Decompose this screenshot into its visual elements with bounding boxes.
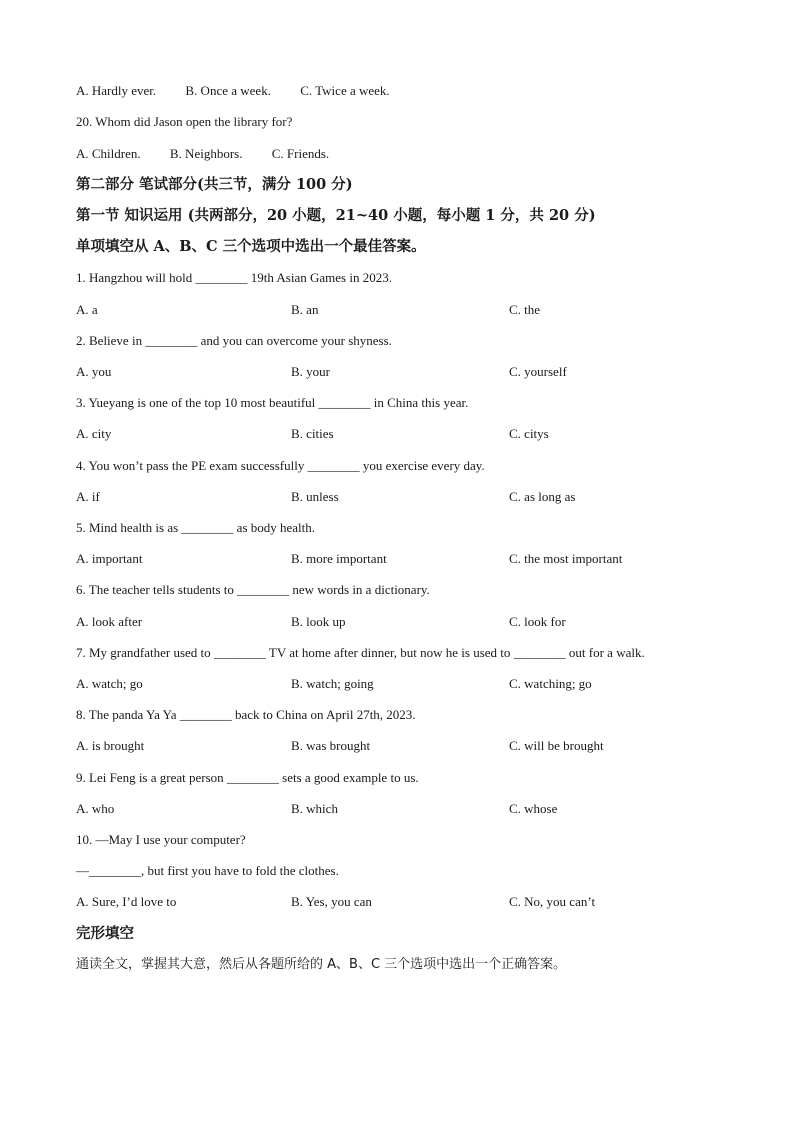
option-b: B. an <box>291 302 319 317</box>
option-a: A. important <box>76 551 143 566</box>
option-a: A. Children. <box>76 146 141 161</box>
option-c: C. look for <box>509 614 566 629</box>
cloze-instruction: 通读全文，掌握其大意，然后从各题所给的 A、B、C 三个选项中选出一个正确答案。 <box>76 957 567 972</box>
question-stem: 2. Believe in ________ and you can overcome your shyness. <box>76 333 392 348</box>
question-stem-reply: —________, but first you have to fold the clothes. <box>76 863 339 878</box>
cloze-heading: 完形填空 <box>76 925 134 942</box>
option-a: A. watch; go <box>76 676 143 691</box>
question-stem: 3. Yueyang is one of the top 10 most beautiful ________ in China this year. <box>76 395 469 410</box>
option-a: A. look after <box>76 614 143 629</box>
question-options <box>76 613 776 631</box>
option-c: C. as long as <box>509 489 576 504</box>
option-b: B. which <box>291 801 338 816</box>
question-options <box>76 425 776 443</box>
question-stem: 5. Mind health is as ________ as body health. <box>76 520 316 535</box>
option-a: A. if <box>76 489 100 504</box>
option-b: B. watch; going <box>291 676 374 691</box>
option-c: C. will be brought <box>509 738 604 753</box>
question-options <box>76 488 776 506</box>
option-c: C. Twice a week. <box>300 83 390 98</box>
option-c: C. whose <box>509 801 558 816</box>
option-b: B. Neighbors. <box>169 146 243 161</box>
option-c: C. yourself <box>509 364 567 379</box>
question-stem: 10. —May I use your computer? <box>76 832 246 847</box>
question-options <box>76 301 776 319</box>
question-options <box>76 800 776 818</box>
option-a: A. Sure, I’d love to <box>76 894 177 909</box>
part2-title: 第二部分 笔试部分(共三节，满分 100 分) <box>76 176 353 193</box>
single-choice-heading: 单项填空从 A、B、C 三个选项中选出一个最佳答案。 <box>76 238 426 255</box>
option-b: B. more important <box>291 551 387 566</box>
option-a: A. who <box>76 801 115 816</box>
question-options <box>76 675 776 693</box>
option-b: B. unless <box>291 489 339 504</box>
question-options <box>76 893 776 911</box>
question-stem: 7. My grandfather used to ________ TV at home after dinner, but now he is used to ________ out for a walk. <box>76 645 645 660</box>
option-c: C. No, you can’t <box>509 894 596 909</box>
option-c: C. citys <box>509 426 549 441</box>
option-b: B. your <box>291 364 330 379</box>
question-20: 20. Whom did Jason open the library for? <box>76 114 293 129</box>
question-stem: 9. Lei Feng is a great person ________ sets a good example to us. <box>76 770 419 785</box>
option-a: A. is brought <box>76 738 145 753</box>
question-stem: 6. The teacher tells students to ________ new words in a dictionary. <box>76 582 430 597</box>
option-b: B. was brought <box>291 738 371 753</box>
question-options <box>76 550 776 568</box>
option-a: A. you <box>76 364 112 379</box>
section1-title: 第一节 知识运用 (共两部分，20 小题，21~40 小题，每小题 1 分，共 20 分) <box>76 207 596 224</box>
option-c: C. Friends. <box>271 146 330 161</box>
question-stem: 8. The panda Ya Ya ________ back to China on April 27th, 2023. <box>76 707 416 722</box>
option-a: A. a <box>76 302 98 317</box>
option-b: B. Yes, you can <box>291 894 372 909</box>
option-c: C. the <box>509 302 541 317</box>
question-stem: 1. Hangzhou will hold ________ 19th Asian Games in 2023. <box>76 270 392 285</box>
option-c: C. watching; go <box>509 676 592 691</box>
option-c: C. the most important <box>509 551 623 566</box>
question-options <box>76 737 776 755</box>
option-b: B. look up <box>291 614 346 629</box>
question-stem: 4. You won’t pass the PE exam successfully ________ you exercise every day. <box>76 458 485 473</box>
option-b: B. cities <box>291 426 334 441</box>
option-a: A. Hardly ever. <box>76 83 157 98</box>
q20-options <box>76 145 776 163</box>
q19-options <box>76 82 776 100</box>
option-b: B. Once a week. <box>185 83 271 98</box>
option-a: A. city <box>76 426 112 441</box>
question-options <box>76 363 776 381</box>
